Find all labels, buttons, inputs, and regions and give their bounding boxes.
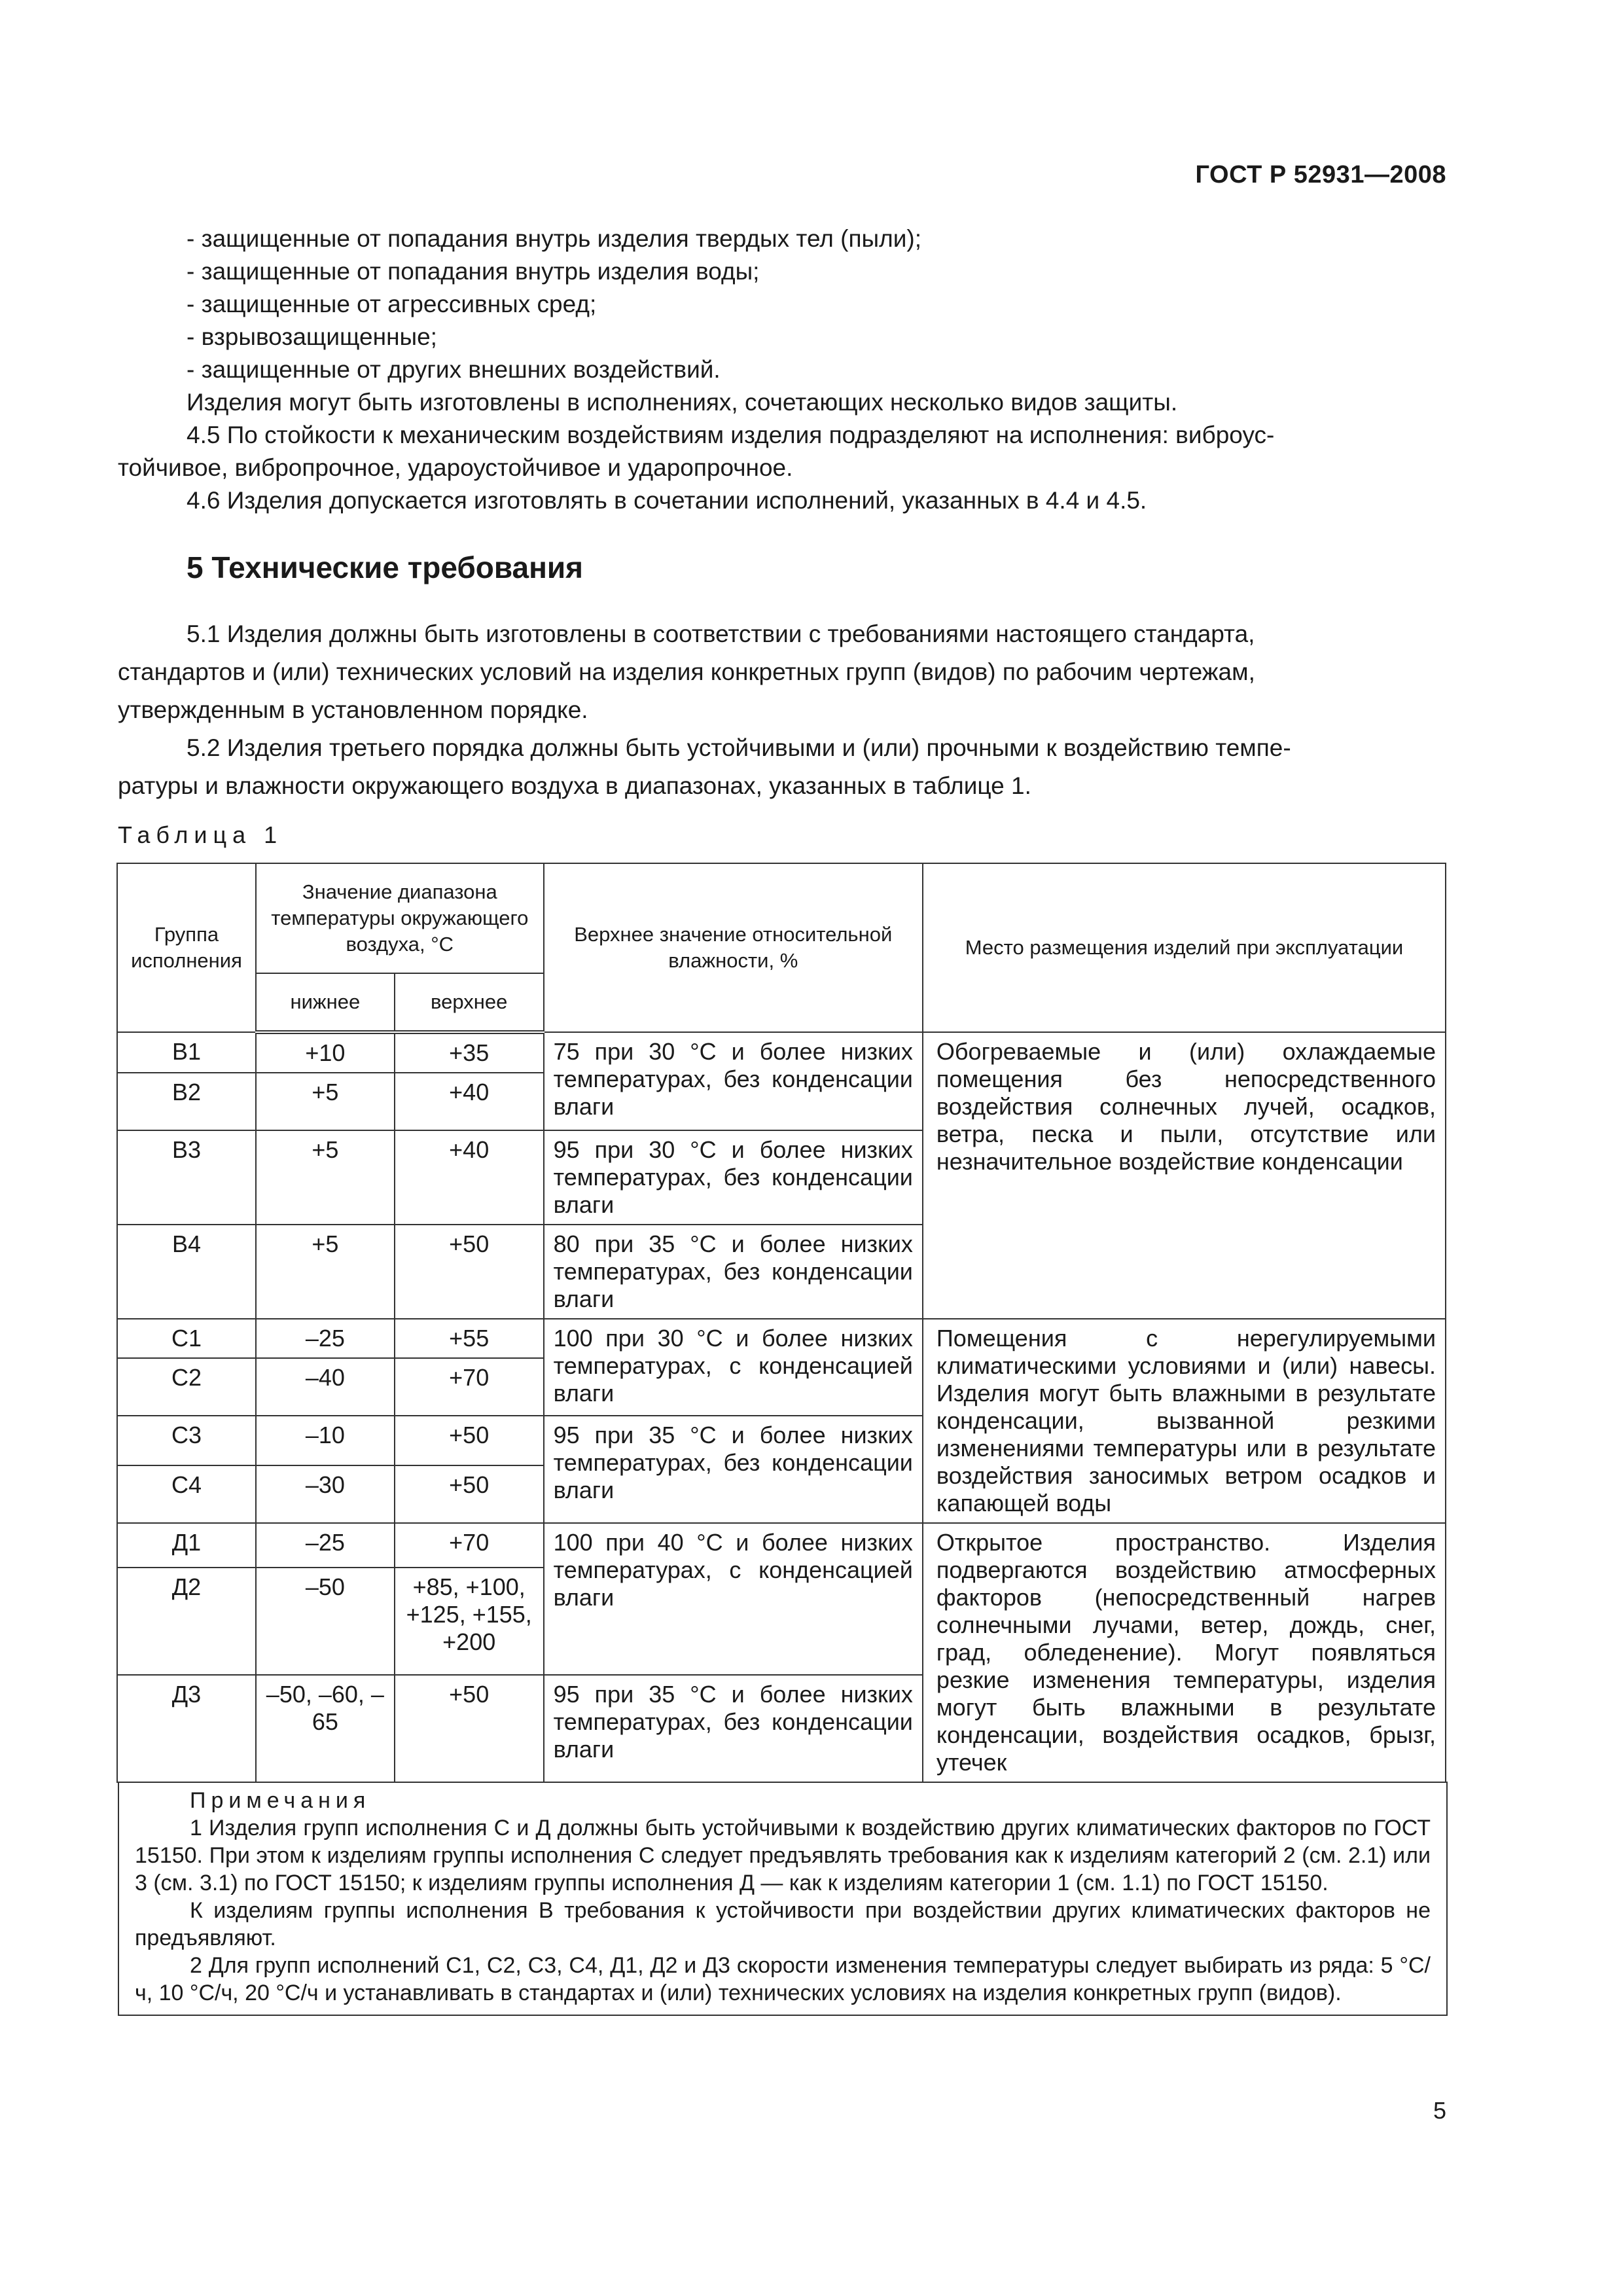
table-notes: [118, 1782, 1448, 2016]
cell-high: +50: [395, 1465, 544, 1523]
cell-high: +55: [395, 1319, 544, 1358]
note-2: 2 Для групп исполнений С1, С2, С3, С4, Д1, Д2 и Д3 скорости изменения температуры следует выбирать из ряда: 5 °С/ч, 10 °С/ч, 20 °С/ч и устанавливать в стандартах и (или) технических условиях на изделия конкретных групп (видов).: [135, 1953, 1431, 2005]
list-item: - взрывозащищенные;: [187, 323, 437, 350]
cell-high: +70: [395, 1523, 544, 1568]
cell-humidity: 95 при 30 °С и более низких температурах, без конденсации влаги: [544, 1130, 923, 1225]
table-row: [117, 1032, 1446, 1073]
cell-humidity: 100 при 30 °С и более низких температурах, с конденсацией влаги: [544, 1319, 923, 1416]
paragraph-4-5: 4.5 По стойкости к механическим воздействиям изделия подразделяют на исполнения: виброус-: [187, 422, 1275, 448]
cell-group: Д1: [117, 1523, 256, 1568]
climate-table: [116, 863, 1446, 1783]
cell-low: +5: [256, 1073, 395, 1130]
cell-group: Д2: [117, 1568, 256, 1675]
paragraph-combo: Изделия могут быть изготовлены в исполнениях, сочетающих несколько видов защиты.: [187, 389, 1178, 416]
table-row: [117, 1523, 1446, 1568]
cell-high: +70: [395, 1358, 544, 1416]
cell-low: –50, –60, –65: [256, 1675, 395, 1782]
cell-humidity: 100 при 40 °С и более низких температурах, с конденсацией влаги: [544, 1523, 923, 1675]
table-header-row: [117, 863, 1446, 973]
page-number: 5: [1433, 2097, 1446, 2124]
paragraph-5-2-cont: ратуры и влажности окружающего воздуха в диапазонах, указанных в таблице 1.: [118, 772, 1031, 799]
header-high: верхнее: [395, 973, 544, 1032]
cell-humidity: 95 при 35 °С и более низких температурах, без конденсации влаги: [544, 1416, 923, 1523]
cell-low: –10: [256, 1416, 395, 1465]
cell-group: С2: [117, 1358, 256, 1416]
paragraph-4-5-cont: тойчивое, вибропрочное, удароустойчивое и ударопрочное.: [118, 454, 793, 481]
notes-title: Примечания: [190, 1788, 371, 1813]
paragraph-5-1-cont: утвержденным в установленном порядке.: [118, 696, 588, 723]
cell-high: +50: [395, 1675, 544, 1782]
cell-high: +40: [395, 1130, 544, 1225]
cell-low: –50: [256, 1568, 395, 1675]
cell-high: +50: [395, 1225, 544, 1319]
cell-group: В4: [117, 1225, 256, 1319]
cell-high: +50: [395, 1416, 544, 1465]
cell-place: Помещения с нерегулируемыми климатическими условиями и (или) навесы. Изделия могут быть влажными в результате конденсации, вызванной резкими изменениями температуры или в результате воздействия заносимых ветром осадков и капающей воды: [923, 1319, 1446, 1523]
header-low: нижнее: [256, 973, 395, 1032]
cell-low: –25: [256, 1319, 395, 1358]
cell-low: +5: [256, 1225, 395, 1319]
list-item: - защищенные от других внешних воздействий.: [187, 356, 721, 383]
cell-humidity: 80 при 35 °С и более низких температурах, без конденсации влаги: [544, 1225, 923, 1319]
note-1: 1 Изделия групп исполнения С и Д должны быть устойчивыми к воздействию других климатических факторов по ГОСТ 15150. При этом к изделиям группы исполнения С следует предъявлять требования как к изделиям категорий 2 (см. 2.1) или 3 (см. 3.1) по ГОСТ 15150; к изделиям группы исполнения Д — как к изделиям категории 1 (см. 1.1) по ГОСТ 15150.: [135, 1816, 1431, 1895]
header-humidity: Верхнее значение относительной влажности, %: [544, 863, 923, 1032]
note-1b: К изделиям группы исполнения В требования к устойчивости при воздействии других климатических факторов не предъявляют.: [135, 1898, 1431, 1950]
cell-high: +40: [395, 1073, 544, 1130]
header-group: Группа исполнения: [117, 863, 256, 1032]
table-caption: Таблица 1: [118, 821, 283, 848]
section-title: 5 Технические требования: [187, 550, 583, 584]
cell-place: Открытое пространство. Изделия подвергаются воздействию атмосферных факторов (непосредственный нагрев солнечными лучами, ветер, дождь, снег, град, обледенение). Могут появляться резкие изменения температуры, изделия могут быть влажными в результате конденсации, воздействия осадков, брызг, утечек: [923, 1523, 1446, 1782]
cell-group: Д3: [117, 1675, 256, 1782]
list-item: - защищенные от попадания внутрь изделия воды;: [187, 258, 760, 285]
cell-group: В1: [117, 1032, 256, 1073]
paragraph-4-6: 4.6 Изделия допускается изготовлять в сочетании исполнений, указанных в 4.4 и 4.5.: [187, 487, 1147, 514]
list-item: - защищенные от агрессивных сред;: [187, 291, 597, 317]
cell-low: –30: [256, 1465, 395, 1523]
document-code: ГОСТ Р 52931—2008: [1195, 161, 1446, 188]
table-row: [117, 1319, 1446, 1358]
cell-group: С4: [117, 1465, 256, 1523]
cell-high: +85, +100, +125, +155, +200: [395, 1568, 544, 1675]
header-place: Место размещения изделий при эксплуатации: [923, 863, 1446, 1032]
cell-high: +35: [395, 1032, 544, 1073]
cell-group: В3: [117, 1130, 256, 1225]
paragraph-5-2: 5.2 Изделия третьего порядка должны быть устойчивыми и (или) прочными к воздействию темпе-: [187, 734, 1291, 761]
list-item: - защищенные от попадания внутрь изделия твердых тел (пыли);: [187, 225, 921, 252]
cell-low: –40: [256, 1358, 395, 1416]
cell-low: –25: [256, 1523, 395, 1568]
intro-block: [118, 223, 1446, 517]
cell-place: Обогреваемые и (или) охлаждаемые помещения без непосредственного воздействия солнечных лучей, осадков, ветра, песка и пыли, отсутствие или незначительное воздействие конденсации: [923, 1032, 1446, 1319]
cell-low: +10: [256, 1032, 395, 1073]
cell-group: С3: [117, 1416, 256, 1465]
paragraph-5-1: 5.1 Изделия должны быть изготовлены в соответствии с требованиями настоящего стандарта,: [187, 620, 1255, 647]
paragraph-5-1-cont: стандартов и (или) технических условий на изделия конкретных групп (видов) по рабочим чертежам,: [118, 658, 1255, 685]
cell-group: В2: [117, 1073, 256, 1130]
cell-humidity: 95 при 35 °С и более низких температурах, без конденсации влаги: [544, 1675, 923, 1782]
cell-low: +5: [256, 1130, 395, 1225]
cell-humidity: 75 при 30 °С и более низких температурах, без конденсации влаги: [544, 1032, 923, 1130]
header-temp-range: Значение диапазона температуры окружающего воздуха, °С: [256, 863, 544, 973]
section-5-text: [118, 615, 1446, 805]
cell-group: С1: [117, 1319, 256, 1358]
